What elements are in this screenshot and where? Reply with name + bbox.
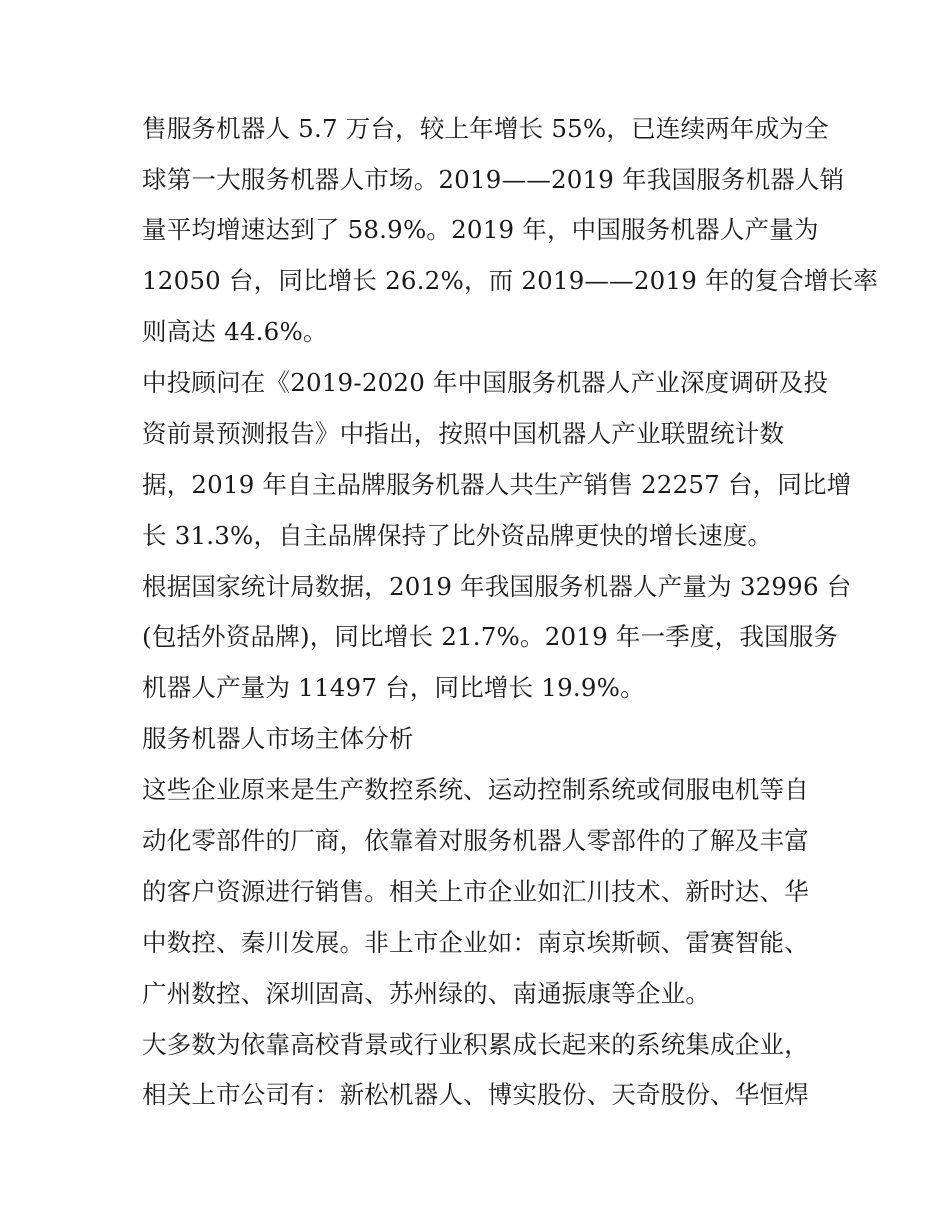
text-line: (包括外资品牌)，同比增长 21.7%。2019 年一季度，我国服务: [142, 622, 839, 651]
text-line: 机器人产量为 11497 台，同比增长 19.9%。: [142, 673, 645, 702]
text-line: 球第一大服务机器人市场。2019——2019 年我国服务机器人销: [142, 165, 845, 194]
text-line: 中数控、秦川发展。非上市企业如：南京埃斯顿、雷赛智能、: [142, 928, 809, 957]
text-line: 相关上市公司有：新松机器人、博实股份、天奇股份、华恒焊: [142, 1080, 809, 1109]
text-line: 动化零部件的厂商，依靠着对服务机器人零部件的了解及丰富: [142, 826, 809, 855]
text-line: 12050 台，同比增长 26.2%，而 2019——2019 年的复合增长率: [142, 266, 878, 295]
text-line: 大多数为依靠高校背景或行业积累成长起来的系统集成企业，: [142, 1030, 809, 1059]
text-line: 资前景预测报告》中指出，按照中国机器人产业联盟统计数: [142, 419, 785, 448]
text-line: 售服务机器人 5.7 万台，较上年增长 55%，已连续两年成为全: [142, 114, 829, 143]
text-line: 量平均增速达到了 58.9%。2019 年，中国服务机器人产量为: [142, 215, 819, 244]
text-line: 的客户资源进行销售。相关上市企业如汇川技术、新时达、华: [142, 877, 809, 906]
text-line: 这些企业原来是生产数控系统、运动控制系统或伺服电机等自: [142, 775, 809, 804]
text-line: 长 31.3%，自主品牌保持了比外资品牌更快的增长速度。: [142, 521, 773, 550]
text-line: 根据国家统计局数据，2019 年我国服务机器人产量为 32996 台: [142, 572, 852, 601]
text-line: 广州数控、深圳固高、苏州绿的、南通振康等企业。: [142, 979, 711, 1008]
text-line: 中投顾问在《2019-2020 年中国服务机器人产业深度调研及投: [142, 368, 829, 397]
text-line: 则高达 44.6%。: [142, 317, 328, 346]
section-heading: 服务机器人市场主体分析: [142, 724, 414, 753]
text-line: 据，2019 年自主品牌服务机器人共生产销售 22257 台，同比增: [142, 470, 852, 499]
